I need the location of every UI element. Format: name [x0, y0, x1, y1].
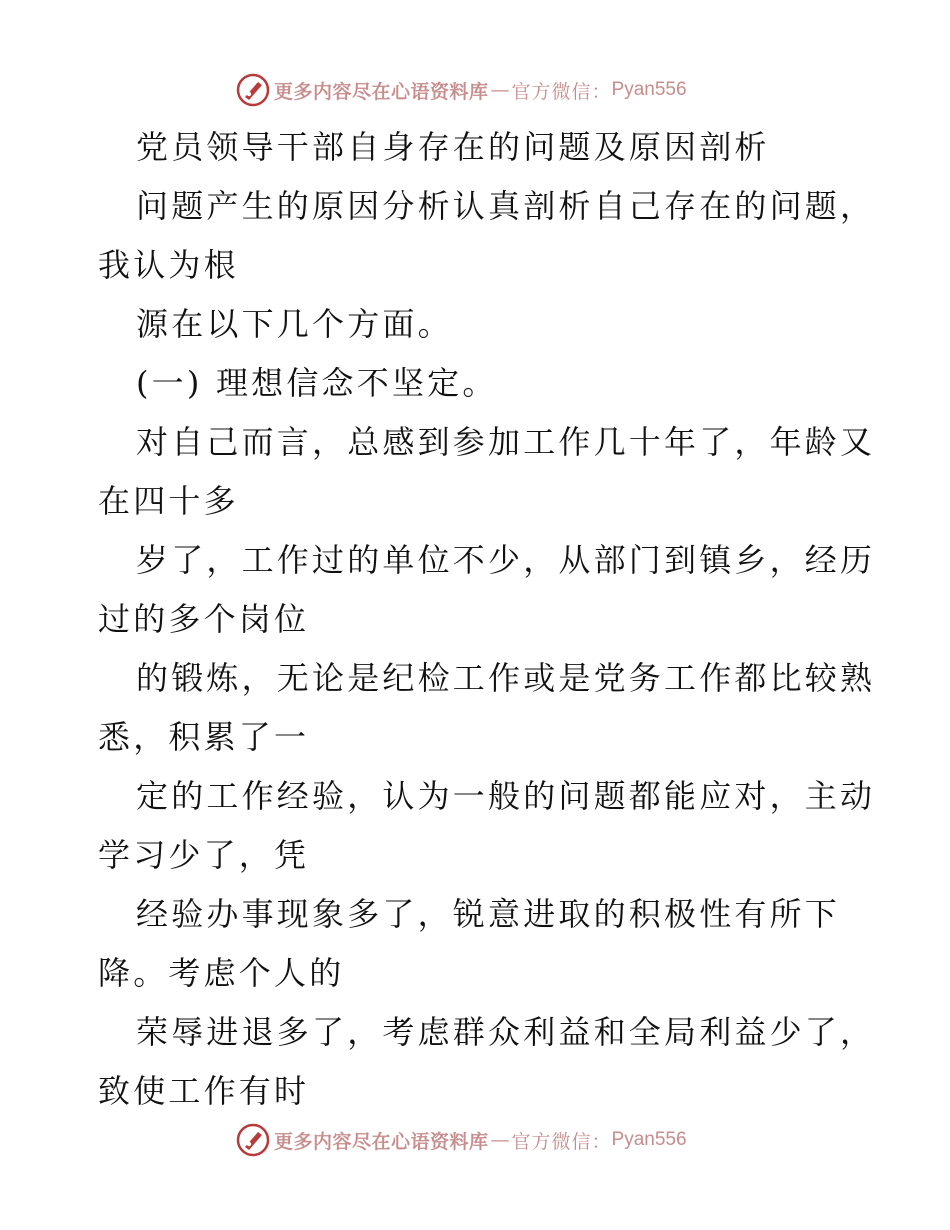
text-line: 问题产生的原因分析认真剖析自己存在的问题，	[136, 187, 876, 225]
document-title: 党员领导干部自身存在的问题及原因剖析	[136, 128, 770, 166]
footer-brand: 更多内容尽在心语资料库	[274, 1130, 489, 1153]
header-banner	[236, 72, 687, 108]
header-brand: 更多内容尽在心语资料库	[274, 80, 489, 103]
header-separator: —	[490, 79, 510, 101]
text-line: 源在以下几个方面。	[136, 305, 453, 343]
text-line: 致使工作有时	[98, 1072, 310, 1110]
header-wechat-label: 官方微信：	[511, 80, 612, 103]
text-line: 岁了，工作过的单位不少，从部门到镇乡，经历	[136, 541, 876, 579]
text-line: 我认为根	[98, 246, 239, 284]
text-line: 定的工作经验，认为一般的问题都能应对，主动	[136, 777, 876, 815]
text-line: 荣辱进退多了，考虑群众利益和全局利益少了，	[136, 1013, 876, 1051]
text-line: 过的多个岗位	[98, 600, 310, 638]
text-line: 学习少了，凭	[98, 836, 310, 874]
footer-wechat-label: 官方微信：	[511, 1130, 612, 1153]
document-body	[98, 118, 876, 1121]
text-line: 对自己而言，总感到参加工作几十年了，年龄又	[136, 423, 876, 461]
pen-seal-logo-icon	[236, 73, 270, 107]
header-wechat-id: Pyan556	[611, 79, 687, 100]
text-line: 的锻炼，无论是纪检工作或是党务工作都比较熟	[136, 659, 876, 697]
text-line: 悉，积累了一	[98, 718, 310, 756]
footer-separator: —	[490, 1129, 510, 1151]
footer-wechat-id: Pyan556	[611, 1129, 687, 1150]
text-line: 降。考虑个人的	[98, 954, 345, 992]
pen-seal-logo-icon	[236, 1123, 270, 1157]
text-line: 在四十多	[98, 482, 239, 520]
section-heading: (一) 理想信念不坚定。	[136, 364, 498, 402]
footer-banner	[236, 1122, 687, 1158]
text-line: 经验办事现象多了，锐意进取的积极性有所下	[136, 895, 841, 933]
